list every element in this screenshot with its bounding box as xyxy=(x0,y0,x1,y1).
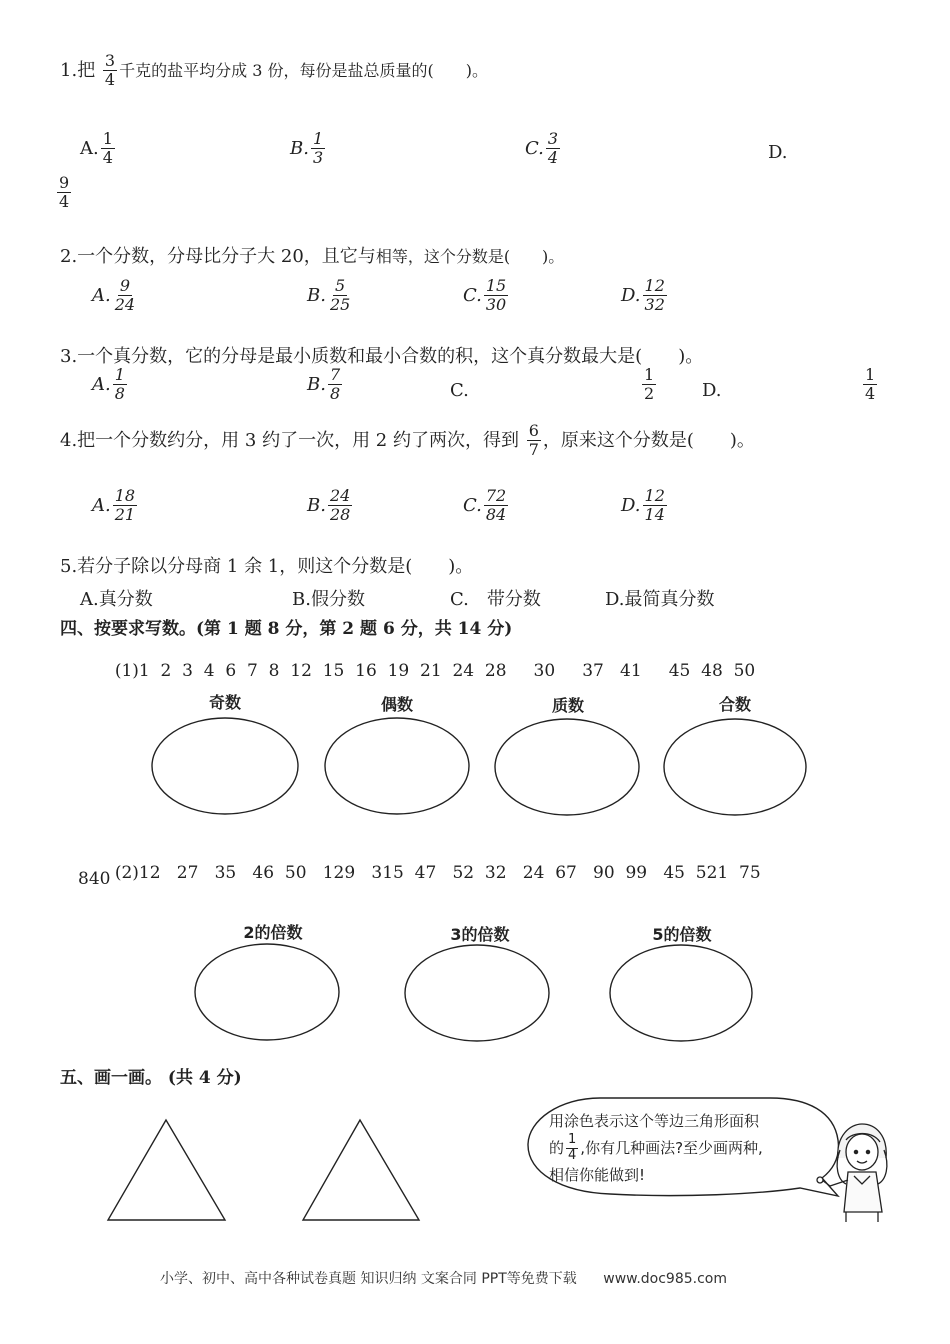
oval-label-composite: 合数 xyxy=(718,695,751,714)
bubble-line-3: 相信你能做到! xyxy=(549,1166,646,1185)
q3-option-b: B. $\frac{7}{8}$ xyxy=(307,365,341,404)
q2-option-b: B. $\frac{5}{25}$ xyxy=(307,276,351,315)
q4-option-d: D. $\frac{12}{14}$ xyxy=(621,486,665,525)
part2-label: (2) xyxy=(114,863,139,883)
q1-option-a: A. $\frac{1}{4}$ xyxy=(80,129,113,168)
q4-option-c: C. $\frac{72}{84}$ xyxy=(463,486,507,525)
oval-prime xyxy=(495,719,639,815)
speech-bubble-text xyxy=(549,1110,763,1187)
section4-part2 xyxy=(104,843,761,883)
q3-option-d-label: D. xyxy=(702,380,722,401)
oval-label-multiple-2: 2的倍数 xyxy=(243,923,303,942)
q4-post: ，原来这个分数是( )。 xyxy=(542,429,755,451)
q3-option-d-fraction: $\frac{1}{4}$ xyxy=(865,365,876,404)
oval-odd xyxy=(152,718,298,814)
q4-option-b: B. $\frac{24}{28}$ xyxy=(307,486,351,525)
oval-label-multiple-5: 5的倍数 xyxy=(652,925,712,944)
q1-option-c: C. $\frac{3}{4}$ xyxy=(525,129,559,168)
q1-number: 1. xyxy=(60,59,78,81)
q2-option-d: D. $\frac{12}{32}$ xyxy=(621,276,665,315)
q3-option-c-fraction: $\frac{1}{2}$ xyxy=(644,365,655,404)
q4-line xyxy=(60,422,755,460)
part2-numbers: 12 27 35 46 50 129 315 47 52 32 24 67 90 99 45 521 75 xyxy=(138,863,761,883)
oval-label-even: 偶数 xyxy=(380,695,413,714)
oval-multiple-3 xyxy=(405,945,549,1041)
part1-label: (1) xyxy=(114,661,139,681)
footer-url[interactable]: www.doc985.com xyxy=(603,1271,727,1287)
q1-pre: 把 xyxy=(77,59,96,81)
q5-option-c: C. 带分数 xyxy=(450,589,541,610)
q3-option-c-label: C. xyxy=(450,380,469,401)
oval-composite xyxy=(664,719,806,815)
q4-pre: 4.把一个分数约分，用 3 约了一次，用 2 约了两次，得到 xyxy=(60,429,519,451)
triangle-2 xyxy=(303,1120,419,1220)
bubble-line-2: 的 $\frac{1}{4}$ ,你有几种画法?至少画两种, xyxy=(549,1132,763,1164)
q1-option-d-fraction: $\frac{9}{4}$ xyxy=(59,173,70,212)
q5-text: 5.若分子除以分母商 1 余 1，则这个分数是( )。 xyxy=(60,556,474,577)
q1-option-b: B. $\frac{1}{3}$ xyxy=(290,129,324,168)
q2-line xyxy=(60,242,564,268)
q1-text: 千克的盐平均分成 3 份，每份是盐总质量的( )。 xyxy=(119,60,488,80)
footer-text: 小学、初中、高中各种试卷真题 知识归纳 文案合同 PPT等免费下载 xyxy=(160,1271,577,1287)
q2-option-a: A. $\frac{9}{24}$ xyxy=(92,276,136,315)
bubble-line-1: 用涂色表示这个等边三角形面积 xyxy=(549,1112,760,1130)
q2-text-2: 相等，这个分数是( )。 xyxy=(375,247,565,266)
oval-label-prime: 质数 xyxy=(551,696,584,715)
q2-text: 2.一个分数，分母比分子大 20，且它与 xyxy=(60,246,376,267)
part1-numbers: 1 2 3 4 6 7 8 12 15 16 19 21 24 28 30 37 41 45 48 50 xyxy=(138,661,756,681)
section5-title: 五、画一画。 (共 4 分) xyxy=(60,1068,242,1088)
footer xyxy=(160,1268,810,1288)
q5-option-d: D.最简真分数 xyxy=(605,589,715,610)
oval-label-multiple-3: 3的倍数 xyxy=(450,925,510,944)
q1-line xyxy=(60,52,488,90)
q5-option-b: B.假分数 xyxy=(292,589,365,610)
oval-multiple-2 xyxy=(195,944,339,1040)
q3-text: 3.一个真分数，它的分母是最小质数和最小合数的积，这个真分数最大是( )。 xyxy=(60,346,704,367)
triangle-1 xyxy=(108,1120,225,1220)
q1-option-d-label: D. xyxy=(768,142,788,163)
q4-option-a: A. $\frac{18}{21}$ xyxy=(92,486,136,525)
oval-multiple-5 xyxy=(610,945,752,1041)
part2-continuation: 840 xyxy=(78,869,111,889)
section4-part1 xyxy=(104,641,755,681)
girl-illustration xyxy=(817,1124,887,1222)
oval-even xyxy=(325,718,469,814)
q4-fraction: $\frac{6}{7}$ xyxy=(528,421,539,460)
q5-option-a: A.真分数 xyxy=(80,589,153,610)
q3-option-a: A. $\frac{1}{8}$ xyxy=(92,365,125,404)
q2-option-c: C. $\frac{15}{30}$ xyxy=(463,276,507,315)
oval-label-odd: 奇数 xyxy=(208,693,241,712)
q1-fraction: $\frac{3}{4}$ xyxy=(104,51,116,90)
section4-title: 四、按要求写数。(第 1 题 8 分，第 2 题 6 分，共 14 分) xyxy=(60,619,513,639)
